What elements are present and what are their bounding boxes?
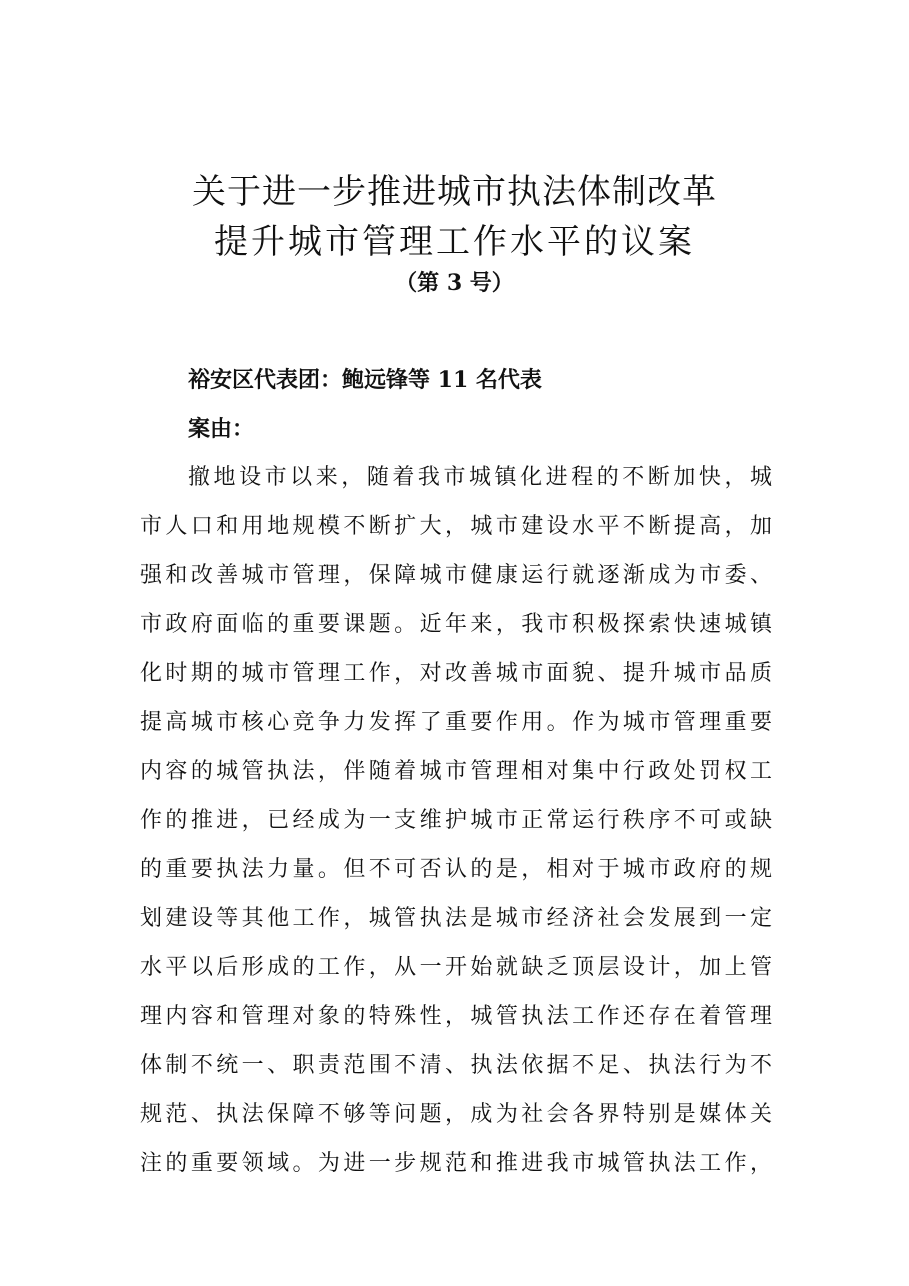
body-line: 作的推进，已经成为一支维护城市正常运行秩序不可或缺 — [140, 808, 772, 833]
body-line: 理内容和管理对象的特殊性，城管执法工作还存在着管理 — [140, 1004, 772, 1029]
proposer-line: 裕安区代表团：鲍远锋等 11 名代表 — [188, 367, 542, 393]
body-line: 规范、执法保障不够等问题，成为社会各界特别是媒体关 — [140, 1102, 772, 1127]
body-line: 水平以后形成的工作，从一开始就缺乏顶层设计，加上管 — [140, 955, 772, 980]
body-line: 内容的城管执法，伴随着城市管理相对集中行政处罚权工 — [140, 759, 772, 784]
body-line: 市政府面临的重要课题。近年来，我市积极探索快速城镇 — [140, 612, 772, 637]
body-line: 体制不统一、职责范围不清、执法依据不足、执法行为不 — [140, 1053, 772, 1078]
proposal-number: （第 3 号） — [395, 270, 514, 296]
body-line: 强和改善城市管理，保障城市健康运行就逐渐成为市委、 — [140, 563, 772, 588]
body-line: 化时期的城市管理工作，对改善城市面貌、提升城市品质 — [140, 661, 772, 686]
cause-label: 案由： — [188, 416, 255, 442]
body-line: 提高城市核心竞争力发挥了重要作用。作为城市管理重要 — [140, 710, 772, 735]
title-line-1: 关于进一步推进城市执法体制改革 — [192, 172, 717, 212]
body-line: 注的重要领域。为进一步规范和推进我市城管执法工作， — [140, 1151, 772, 1176]
body-line: 的重要执法力量。但不可否认的是，相对于城市政府的规 — [140, 857, 772, 882]
body-line: 市人口和用地规模不断扩大，城市建设水平不断提高，加 — [140, 514, 772, 539]
body-line: 撤地设市以来，随着我市城镇化进程的不断加快，城 — [188, 465, 772, 490]
body-line: 划建设等其他工作，城管执法是城市经济社会发展到一定 — [140, 906, 772, 931]
title-line-2: 提升城市管理工作水平的议案 — [214, 222, 695, 262]
